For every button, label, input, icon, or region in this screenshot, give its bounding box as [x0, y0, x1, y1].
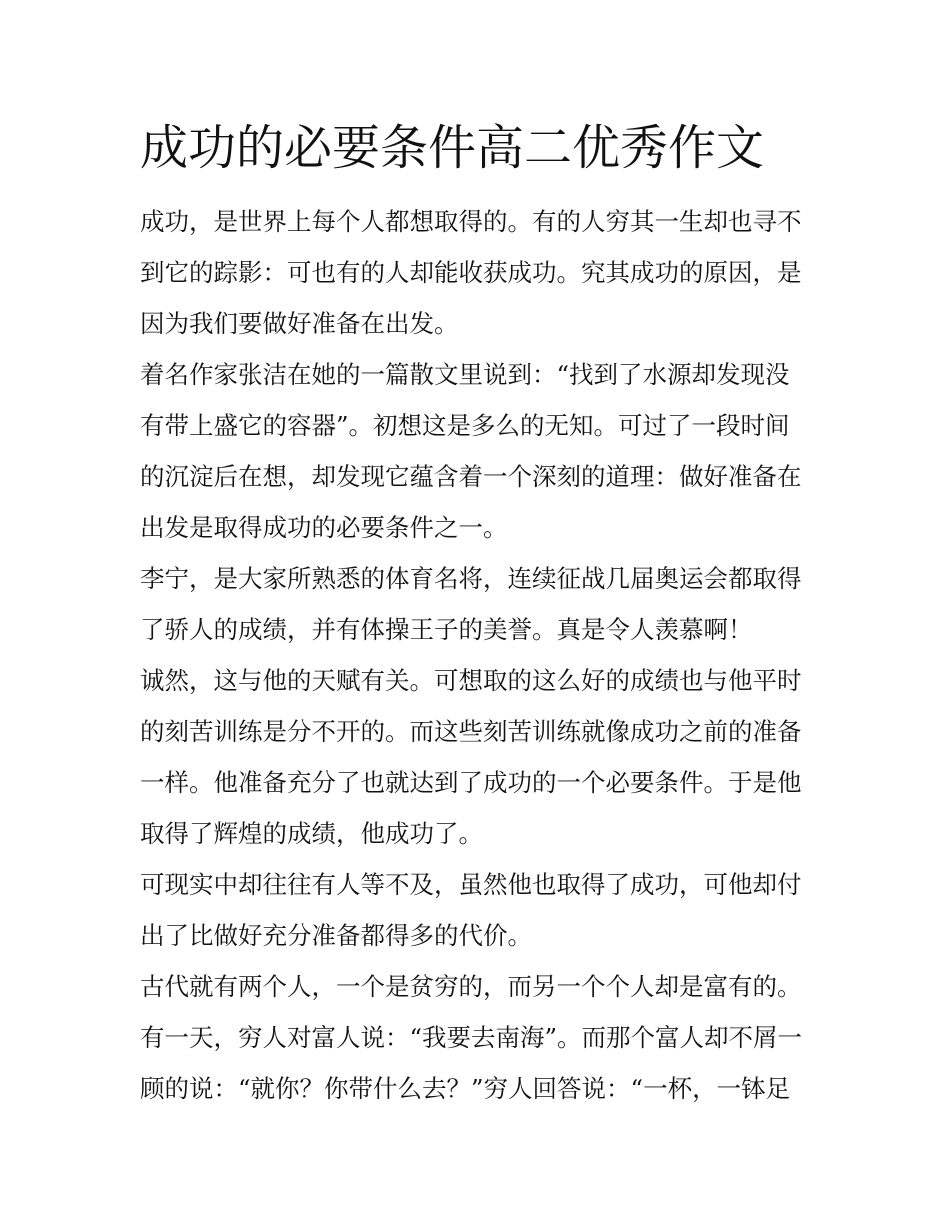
text-line: 有一天，穷人对富人说：“我要去南海”。而那个富人却不屑一	[140, 1023, 803, 1052]
text-line: 因为我们要做好准备在出发。	[140, 309, 459, 338]
text-line: 一样。他准备充分了也就达到了成功的一个必要条件。于是他	[140, 768, 802, 797]
text-line: 出发是取得成功的必要条件之一。	[140, 513, 508, 542]
text-line: 取得了辉煌的成绩，他成功了。	[140, 819, 483, 848]
text-line: 的沉淀后在想，却发现它蕴含着一个深刻的道理：做好准备在	[140, 462, 802, 491]
text-line: 可现实中却往往有人等不及，虽然他也取得了成功，可他却付	[140, 870, 802, 899]
text-line: 顾的说：“就你？你带什么去？”穷人回答说：“一杯，一钵足	[140, 1074, 791, 1103]
text-line: 到它的踪影：可也有的人却能收获成功。究其成功的原因，是	[140, 258, 802, 287]
text-line: 了骄人的成绩，并有体操王子的美誉。真是令人羡慕啊！	[140, 615, 753, 644]
text-line: 成功，是世界上每个人都想取得的。有的人穷其一生却也寻不	[140, 207, 802, 236]
document-body	[140, 196, 820, 1114]
text-line: 李宁，是大家所熟悉的体育名将，连续征战几届奥运会都取得	[140, 564, 802, 593]
text-line: 的刻苦训练是分不开的。而这些刻苦训练就像成功之前的准备	[140, 717, 802, 746]
text-line: 出了比做好充分准备都得多的代价。	[140, 921, 532, 950]
text-line: 有带上盛它的容器”。初想这是多么的无知。可过了一段时间	[140, 411, 790, 440]
text-line: 古代就有两个人，一个是贫穷的，而另一个个人却是富有的。	[140, 972, 802, 1001]
document-title: 成功的必要条件高二优秀作文	[140, 120, 765, 176]
text-line: 诚然，这与他的天赋有关。可想取的这么好的成绩也与他平时	[140, 666, 802, 695]
text-line: 着名作家张洁在她的一篇散文里说到：“找到了水源却发现没	[140, 360, 790, 389]
